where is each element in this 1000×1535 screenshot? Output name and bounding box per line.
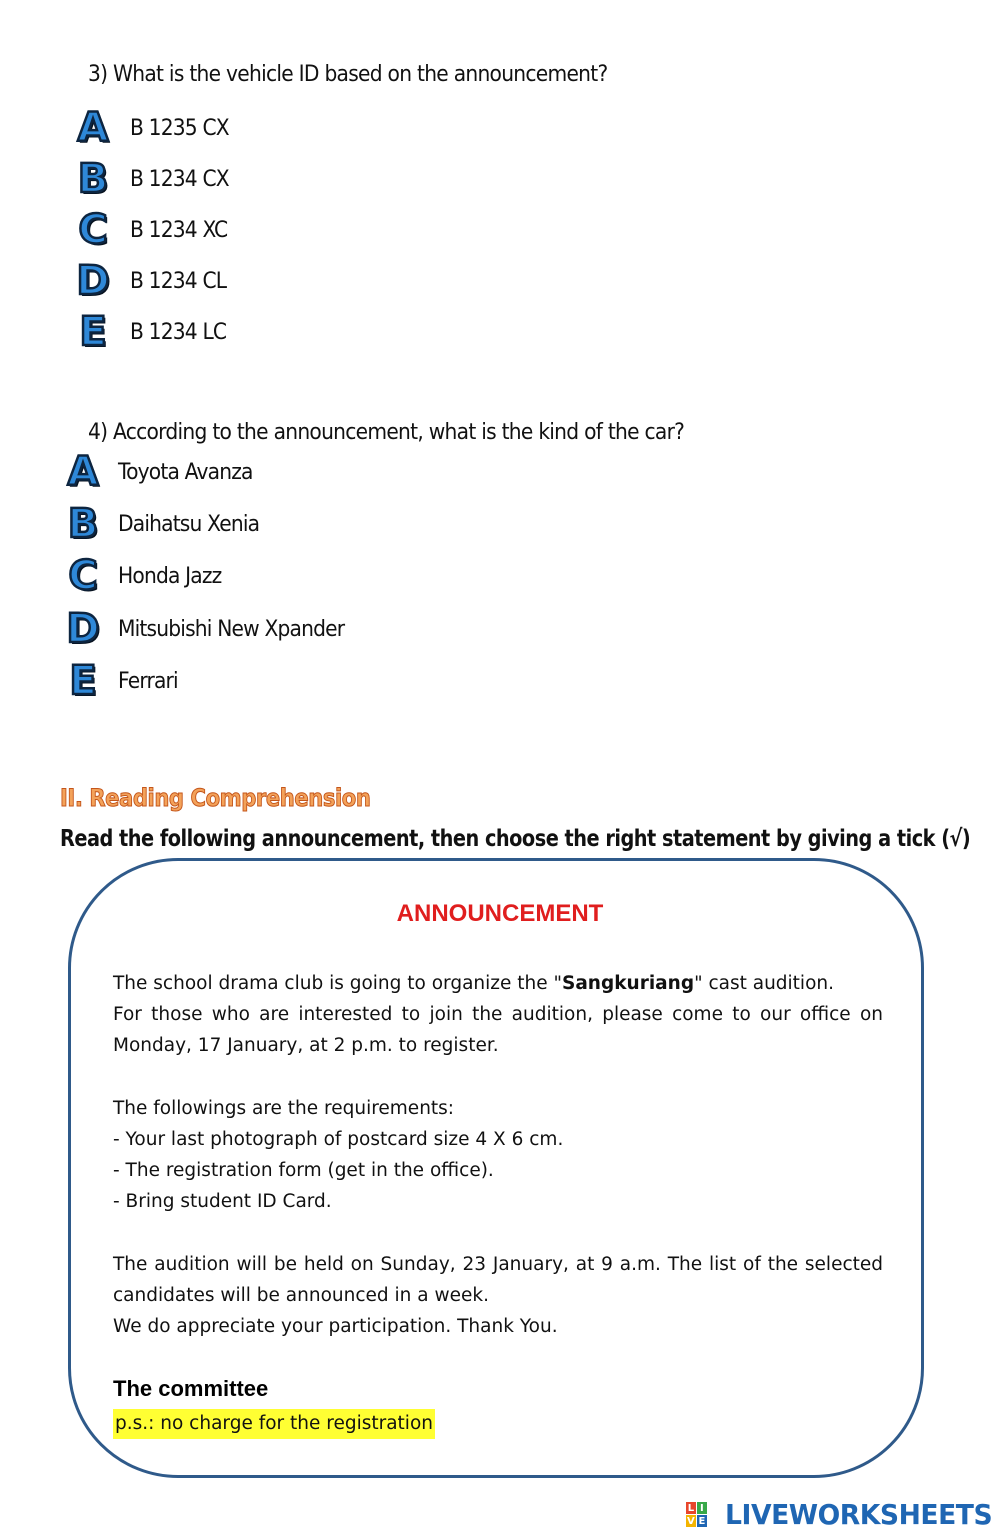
question-4-option-b[interactable] [64, 502, 272, 546]
thanks-text: We do appreciate your participation. Thank You. [113, 1316, 558, 1337]
option-text: Ferrari [118, 668, 178, 694]
instruction-text: Read the following announcement, then choose the right statement by giving a tick (√) [60, 826, 971, 852]
question-3-option-d[interactable] [74, 259, 235, 303]
logo-mark-letter: V [687, 1515, 695, 1527]
letter-a-badge-icon: A [77, 105, 109, 151]
option-text: B 1235 CX [130, 115, 229, 141]
question-4-option-c[interactable] [64, 554, 230, 598]
requirements-heading: The followings are the requirements: [113, 1098, 455, 1119]
option-text: Toyota Avanza [118, 459, 253, 485]
letter-e-badge-icon: E [69, 658, 97, 704]
announcement-intro [113, 968, 883, 1061]
intro-text: The school drama club is going to organize the " [113, 973, 562, 994]
signature: The committee [113, 1376, 269, 1401]
option-text: B 1234 CL [130, 268, 227, 294]
liveworksheets-logo[interactable] [686, 1498, 992, 1531]
question-4-option-d[interactable] [64, 607, 364, 651]
logo-mark-letter: E [698, 1515, 706, 1527]
letter-e-badge-icon: E [79, 309, 107, 355]
logo-text: LIVEWORKSHEETS [724, 1498, 992, 1531]
question-3-option-c[interactable] [74, 208, 236, 252]
letter-d-badge-icon: D [66, 606, 100, 652]
letter-d-badge-icon: D [76, 258, 110, 304]
letter-c-badge-icon: C [78, 207, 108, 253]
logo-mark-letter: I [697, 1502, 707, 1514]
question-3-title: 3) What is the vehicle ID based on the announcement? [88, 62, 608, 87]
question-3-option-a[interactable] [74, 106, 237, 150]
registration-paragraph: For those who are interested to join the audition, please come to our office on Monday, 17 January, at 2 p.m. to register. [113, 1004, 883, 1056]
postscript-highlight: p.s.: no charge for the registration [113, 1409, 435, 1439]
option-text: B 1234 CX [130, 166, 229, 192]
letter-a-badge-icon: A [67, 449, 99, 495]
question-3-option-b[interactable] [74, 157, 237, 201]
question-4-title: 4) According to the announcement, what is the kind of the car? [88, 420, 685, 445]
requirements-list [113, 1093, 883, 1217]
option-text: B 1234 LC [130, 319, 227, 345]
letter-b-badge-icon: B [67, 501, 99, 547]
logo-mark-icon [686, 1502, 707, 1527]
intro-text-end: " cast audition. [694, 973, 834, 994]
question-4-option-a[interactable] [64, 450, 264, 494]
section-title: II. Reading Comprehension [60, 784, 371, 812]
audition-info [113, 1249, 883, 1342]
play-title: Sangkuriang [562, 973, 695, 994]
question-4-option-e[interactable] [64, 659, 183, 703]
option-text: B 1234 XC [130, 217, 228, 243]
letter-c-badge-icon: C [68, 553, 98, 599]
option-text: Daihatsu Xenia [118, 511, 260, 537]
letter-b-badge-icon: B [77, 156, 109, 202]
option-text: Honda Jazz [118, 563, 222, 589]
question-3-option-e[interactable] [74, 310, 235, 354]
option-text: Mitsubishi New Xpander [118, 616, 345, 642]
requirement-item: - The registration form (get in the office). [113, 1160, 494, 1181]
logo-mark-letter: L [687, 1502, 695, 1514]
audition-paragraph: The audition will be held on Sunday, 23 January, at 9 a.m. The list of the selected candidates will be announced in a week. [113, 1254, 883, 1306]
announcement-title: ANNOUNCEMENT [396, 900, 604, 927]
requirement-item: - Bring student ID Card. [113, 1191, 332, 1212]
requirement-item: - Your last photograph of postcard size 4 X 6 cm. [113, 1129, 564, 1150]
